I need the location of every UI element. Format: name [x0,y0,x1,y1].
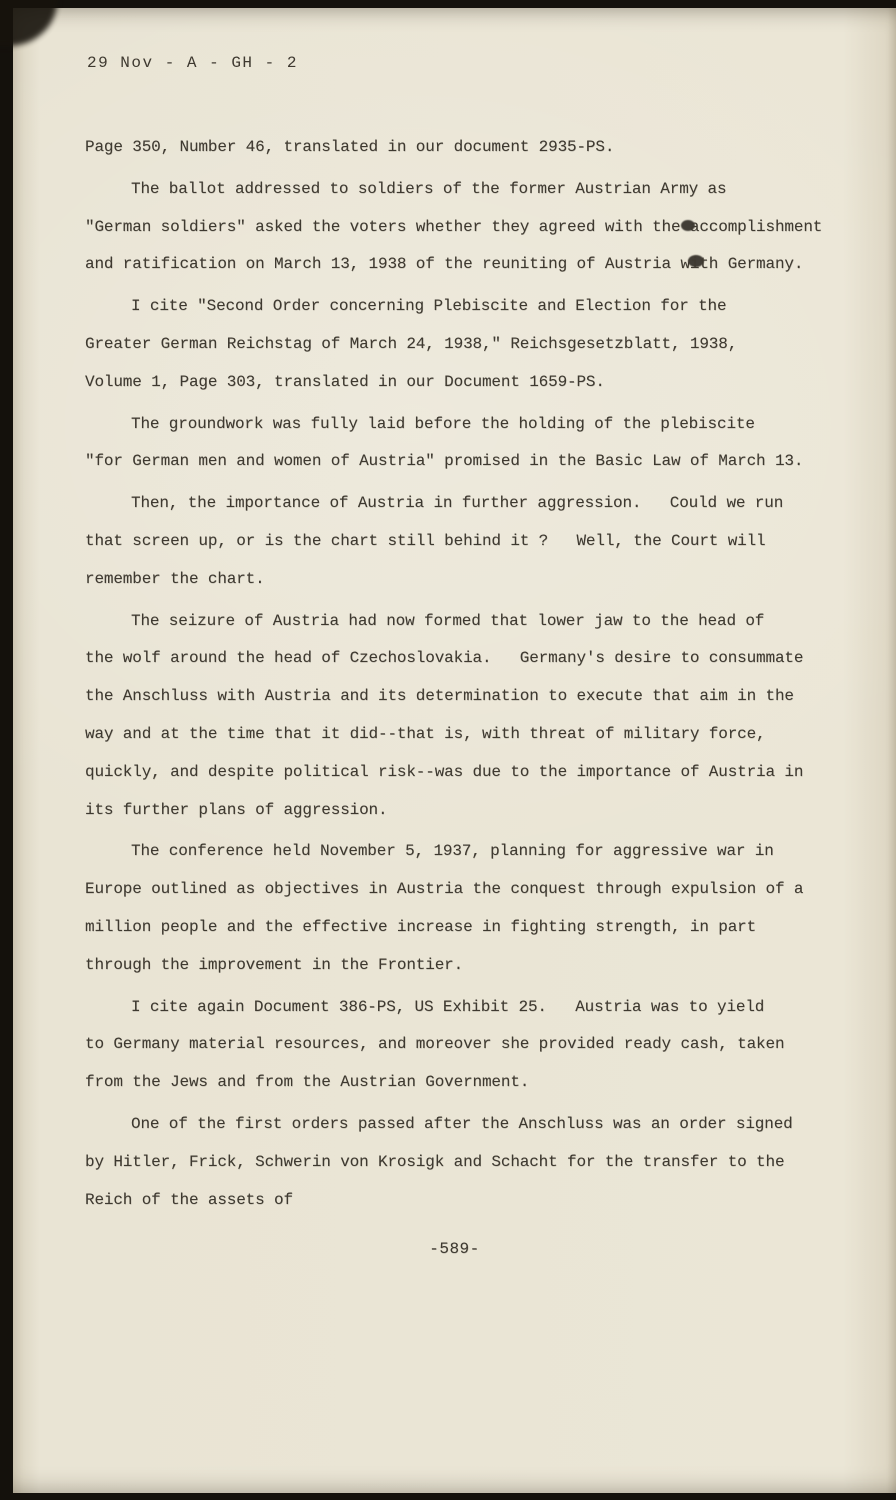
text-line: The conference held November 5, 1937, planning for aggressive war in [131,842,774,861]
text-line: Reich of the assets of [85,1190,293,1209]
paragraph [85,485,858,598]
text-line: by Hitler, Frick, Schwerin von Krosigk and Schacht for the transfer to the [85,1152,785,1171]
text-line: way and at the time that it did--that is, with threat of military force, [85,724,766,743]
text-line: Then, the importance of Austria in further aggression. Could we run [131,494,784,513]
text-line: from the Jews and from the Austrian Government. [85,1073,530,1092]
text-line: quickly, and despite political risk--was due to the importance of Austria in [85,762,804,781]
text-line: Volume 1, Page 303, translated in our Document 1659-PS. [85,372,605,391]
text-line: The groundwork was fully laid before the holding of the plebiscite [131,414,755,433]
paragraph [85,288,858,401]
text-line: to Germany material resources, and moreover she provided ready cash, taken [85,1035,785,1054]
paragraph [85,603,858,830]
text-line: The ballot addressed to soldiers of the former Austrian Army as [131,179,727,198]
text-line: its further plans of aggression. [85,800,388,819]
paragraph [85,171,858,284]
text-line: Page 350, Number 46, translated in our document 2935-PS. [85,138,615,156]
text-line: One of the first orders passed after the Anschluss was an order signed [131,1114,793,1133]
paragraph [85,833,858,984]
text-line: the wolf around the head of Czechoslovakia. Germany's desire to consummate [85,649,804,668]
text-line: through the improvement in the Frontier. [85,955,464,974]
paragraph [85,129,858,167]
text-line: Greater German Reichstag of March 24, 1938," Reichsgesetzblatt, 1938, [85,334,738,353]
page-number: -589- [429,1240,480,1258]
paragraph [85,406,858,482]
paragraph [85,989,858,1102]
paper-sheet [13,8,896,1493]
text-line: that screen up, or is the chart still behind it ? Well, the Court will [85,531,766,550]
text-line: the Anschluss with Austria and its determination to execute that aim in the [85,687,794,706]
text-line: I cite "Second Order concerning Plebiscite and Election for the [131,297,727,316]
document-header: 29 Nov - A - GH - 2 [87,54,298,72]
paragraph [85,1106,858,1219]
text-line: "German soldiers" asked the voters whether they agreed with the accomplishment [85,217,823,236]
text-line: million people and the effective increase in fighting strength, in part [85,917,757,936]
text-line: "for German men and women of Austria" promised in the Basic Law of March 13. [85,452,804,471]
scan-corner-smudge [0,0,57,46]
text-line: remember the chart. [85,569,265,588]
text-line: The seizure of Austria had now formed that lower jaw to the head of [131,611,765,630]
text-line: I cite again Document 386-PS, US Exhibit 25. Austria was to yield [131,997,765,1016]
text-line: and ratification on March 13, 1938 of the reuniting of Austria with Germany. [85,255,804,274]
document-body [85,129,858,1219]
text-line: Europe outlined as objectives in Austria the conquest through expulsion of a [85,880,804,899]
